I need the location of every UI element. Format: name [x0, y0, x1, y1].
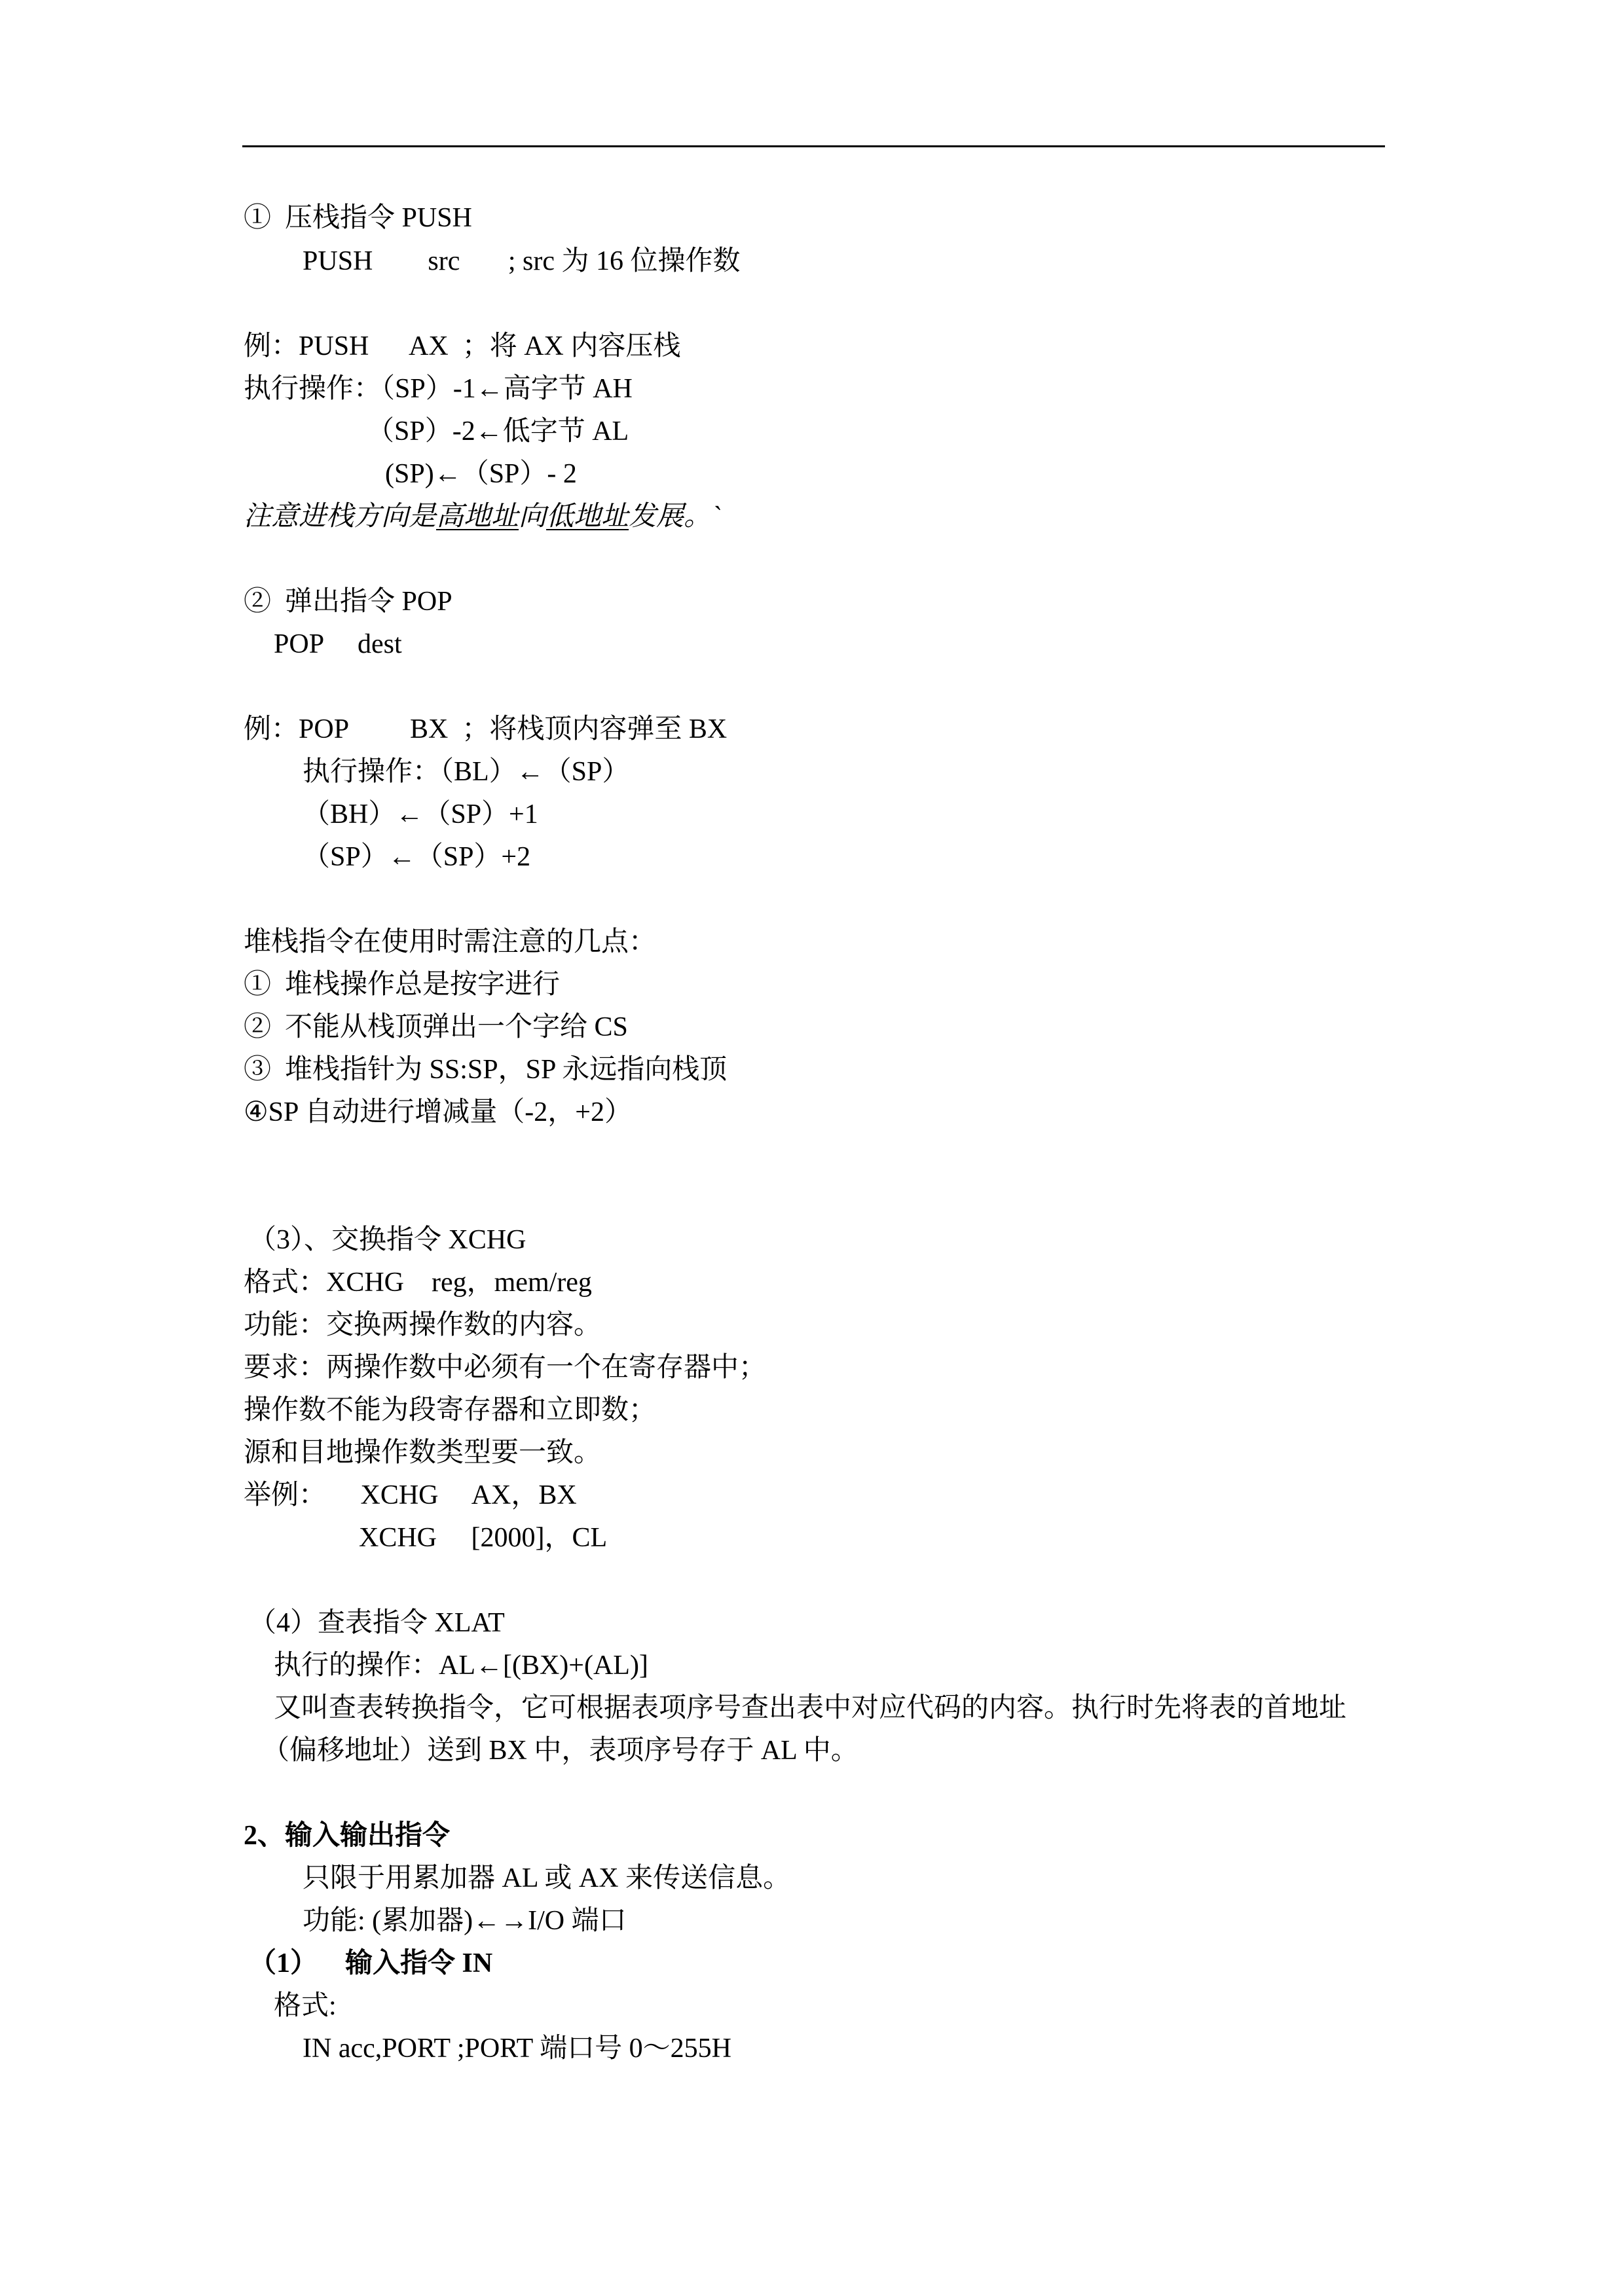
text-line: 功能: (累加器)←→I/O 端口	[303, 1906, 627, 1936]
text-line: 功能：交换两操作数的内容。	[244, 1310, 602, 1340]
note-high-address: 高地址	[436, 501, 519, 532]
note-suffix: 发展。`	[629, 501, 721, 532]
text-line: （3）、交换指令 XCHG	[249, 1225, 526, 1255]
text-line: 举例： XCHG AX，BX	[244, 1480, 577, 1510]
note-prefix: 注意进栈方向是	[244, 501, 437, 532]
text-line: 只限于用累加器 AL 或 AX 来传送信息。	[303, 1863, 791, 1893]
text-line: PUSH src ; src 为 16 位操作数	[303, 246, 741, 276]
text-line: 执行的操作：AL←[(BX)+(AL)]	[274, 1650, 648, 1681]
text-line: 例：PUSH AX ；将 AX 内容压栈	[244, 331, 681, 361]
text-line: 执行操作：（BL）←（SP）	[303, 757, 630, 787]
note-line	[244, 503, 720, 530]
text-line: ① 压栈指令 PUSH	[244, 203, 472, 233]
header-rule	[242, 145, 1385, 147]
text-line: ② 不能从栈顶弹出一个字给 CS	[244, 1012, 628, 1042]
text-line: （偏移地址）送到 BX 中，表项序号存于 AL 中。	[262, 1736, 858, 1766]
text-line: ③ 堆栈指针为 SS:SP，SP 永远指向栈顶	[244, 1055, 728, 1085]
text-line: （SP）←（SP）+2	[303, 842, 531, 872]
text-line: 例：POP BX ；将栈顶内容弹至 BX	[244, 714, 728, 744]
text-line: 又叫查表转换指令，它可根据表项序号查出表中对应代码的内容。执行时先将表的首地址	[274, 1693, 1347, 1723]
text-line: ② 弹出指令 POP	[244, 587, 452, 617]
section-heading: 2、输入输出指令	[244, 1821, 451, 1851]
text-line: 格式：XCHG reg，mem/reg	[244, 1267, 592, 1298]
text-line: （BH）←（SP）+1	[303, 799, 538, 829]
text-line: IN acc,PORT ;PORT 端口号 0～255H	[303, 2033, 731, 2064]
note-mid: 向	[519, 501, 547, 532]
subsection-heading: （1） 输入指令 IN	[249, 1948, 493, 1978]
text-line: 要求：两操作数中必须有一个在寄存器中；	[244, 1353, 767, 1383]
text-line: 格式:	[274, 1991, 337, 2021]
text-line: 执行操作：（SP）-1←高字节 AH	[244, 374, 633, 404]
text-line: ① 堆栈操作总是按字进行	[244, 970, 561, 1000]
text-line: POP dest	[274, 629, 402, 659]
text-line: (SP)←（SP）- 2	[385, 459, 577, 489]
text-line: 堆栈指令在使用时需注意的几点：	[244, 927, 657, 957]
text-line: 源和目地操作数类型要一致。	[244, 1438, 602, 1468]
note-low-address: 低地址	[546, 501, 629, 532]
text-line: ④SP 自动进行增减量（-2，+2）	[244, 1097, 632, 1127]
text-line: 操作数不能为段寄存器和立即数；	[244, 1395, 657, 1425]
text-line: XCHG [2000]，CL	[359, 1523, 608, 1553]
text-line: （SP）-2←低字节 AL	[367, 416, 629, 446]
text-line: （4）查表指令 XLAT	[249, 1608, 505, 1638]
